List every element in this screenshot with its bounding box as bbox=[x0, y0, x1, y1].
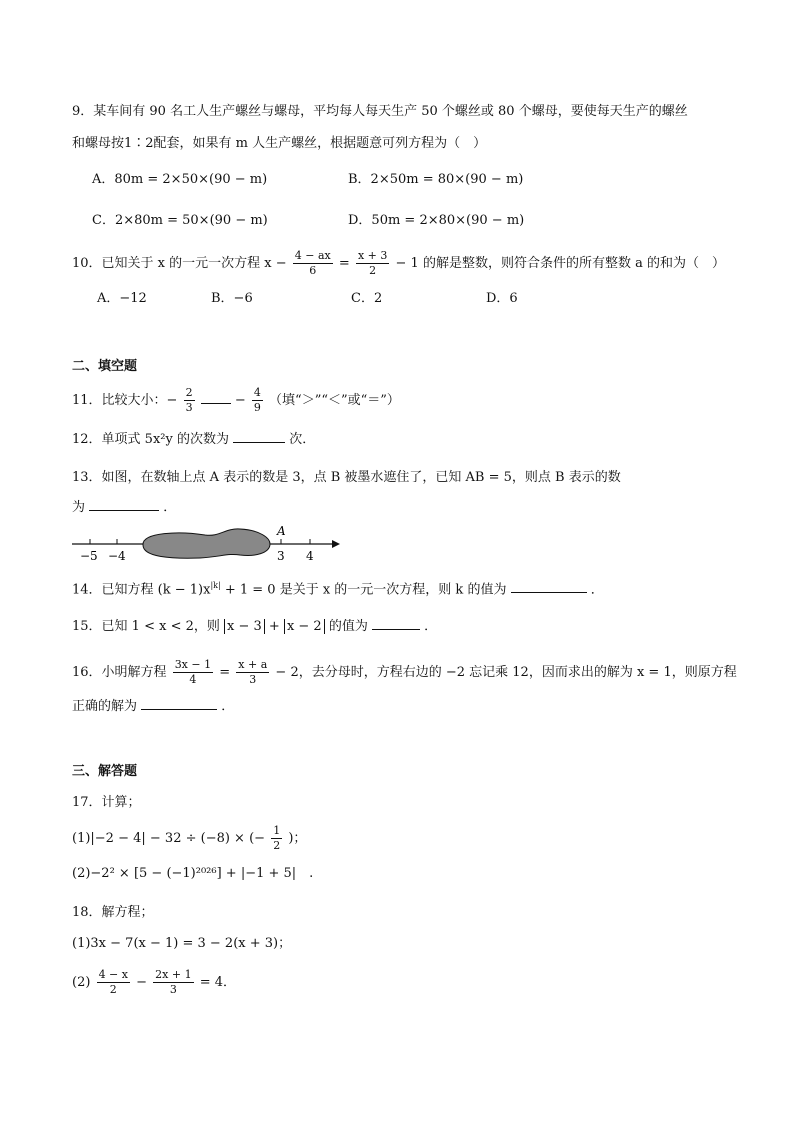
q16-fraction-1: $\frac{3x - 1}{4}$ bbox=[174, 658, 212, 686]
q13-line2-suffix: ． bbox=[163, 500, 177, 515]
tick-label-minus-5: −5 bbox=[80, 549, 98, 563]
q18-part-2-prefix: (2) bbox=[72, 975, 91, 990]
q16-prefix: 16．小明解方程 bbox=[72, 665, 167, 680]
q14-stem bbox=[72, 576, 604, 600]
q10-option-a: A．−12 bbox=[97, 291, 147, 306]
q16-stem-line1 bbox=[72, 658, 737, 687]
q14-middle: + 1 = 0 是关于 x 的一元一次方程，则 k 的值为 bbox=[220, 582, 507, 598]
q16-equals: = bbox=[219, 665, 231, 680]
q15-plus: + bbox=[264, 619, 284, 634]
q18-title: 18．解方程； bbox=[72, 905, 154, 920]
q16-fraction-2: $\frac{x + a}{3}$ bbox=[238, 658, 268, 686]
q9-option-c: C．2×80m = 50×(90 − m) bbox=[92, 213, 268, 228]
section-heading-fill-in: 二、填空题 bbox=[72, 359, 138, 374]
q14-answer-blank[interactable] bbox=[511, 580, 587, 593]
q10-fraction-1: $\frac{4 - ax}{6}$ bbox=[294, 249, 331, 277]
q11-suffix: （填“＞”“＜”或“＝”） bbox=[269, 393, 400, 408]
q18-part-2-suffix: = 4． bbox=[199, 975, 237, 990]
q17-part-1-prefix: (1)|−2 − 4| − 32 ÷ (−8) × (− bbox=[72, 831, 266, 846]
number-line-arrow bbox=[332, 540, 340, 548]
q18-part-2-fraction-1: $\frac{4 - x}{2}$ bbox=[98, 968, 128, 996]
q18-part-2 bbox=[72, 968, 236, 997]
q9-option-b: B．2×50m = 80×(90 − m) bbox=[348, 172, 524, 187]
number-line-figure bbox=[70, 520, 350, 570]
q10-suffix: − 1 的解是整数，则符合条件的所有整数 a 的和为（ ） bbox=[395, 256, 725, 271]
q10-stem bbox=[72, 249, 725, 278]
q13-stem-line2 bbox=[72, 498, 176, 518]
q14-prefix: 14．已知方程 (k − 1)x bbox=[72, 582, 211, 598]
q18-part-1: (1)3x − 7(x − 1) = 3 − 2(x + 3)； bbox=[72, 936, 292, 951]
q17-part-1 bbox=[72, 824, 306, 853]
q16-answer-blank[interactable] bbox=[141, 697, 217, 710]
q15-abs-2: x − 2 bbox=[284, 619, 325, 634]
q13-answer-blank[interactable] bbox=[89, 498, 159, 511]
q10-option-b: B．−6 bbox=[211, 291, 253, 306]
q9-option-a: A．80m = 2×50×(90 − m) bbox=[92, 172, 268, 187]
q15-middle: 的值为 bbox=[324, 619, 368, 634]
q11-prefix: 11．比较大小：− bbox=[72, 393, 178, 408]
q11-fraction-1: $\frac{2}{3}$ bbox=[185, 386, 193, 414]
q13-line2-prefix: 为 bbox=[72, 500, 86, 515]
section-heading-solve: 三、解答题 bbox=[72, 764, 138, 779]
q16-suffix: − 2，去分母时，方程右边的 −2 忘记乘 12，因而求出的解为 x = 1，则原方程 bbox=[275, 665, 737, 680]
tick-label-4: 4 bbox=[306, 549, 314, 563]
q17-part-1-fraction: $\frac{1}{2}$ bbox=[273, 824, 281, 852]
q10-equals: = bbox=[338, 256, 350, 271]
q10-option-d: D．6 bbox=[486, 291, 518, 306]
q18-part-2-minus: − bbox=[136, 975, 148, 990]
q14-exponent: |k| bbox=[210, 581, 221, 590]
q12-prefix: 12．单项式 5x²y 的次数为 bbox=[72, 432, 229, 447]
q17-title: 17．计算； bbox=[72, 795, 141, 810]
q16-line2-suffix: ． bbox=[221, 699, 235, 714]
q9-stem-line2: 和螺母按1∶2配套，如果有 m 人生产螺丝，根据题意可列方程为（ ） bbox=[72, 136, 487, 151]
q15-answer-blank[interactable] bbox=[372, 617, 420, 630]
q12-suffix: 次． bbox=[289, 432, 316, 447]
q11-fraction-2: $\frac{4}{9}$ bbox=[253, 386, 261, 414]
ink-blot bbox=[143, 529, 270, 558]
q15-suffix: ． bbox=[424, 619, 438, 634]
q15-abs-1: x − 3 bbox=[224, 619, 265, 634]
q9-option-d: D．50m = 2×80×(90 − m) bbox=[348, 213, 525, 228]
q16-stem-line2 bbox=[72, 697, 234, 717]
q14-suffix: ． bbox=[590, 582, 604, 598]
tick-label-3: 3 bbox=[277, 549, 285, 563]
q12-answer-blank[interactable] bbox=[233, 430, 285, 443]
q15-stem bbox=[72, 617, 437, 637]
q16-line2-prefix: 正确的解为 bbox=[72, 699, 138, 714]
q12-stem bbox=[72, 430, 315, 450]
q9-stem-line1: 9．某车间有 90 名工人生产螺丝与螺母，平均每人每天生产 50 个螺丝或 80 个螺母，要使每天生产的螺丝 bbox=[72, 104, 688, 119]
q10-fraction-2: $\frac{x + 3}{2}$ bbox=[357, 249, 388, 277]
q10-option-c: C．2 bbox=[351, 291, 383, 306]
q11-answer-blank[interactable] bbox=[201, 391, 231, 404]
q17-part-2: (2)−2² × [5 − (−1)²⁰²⁶] + |−1 + 5| . bbox=[72, 866, 314, 881]
q18-part-2-fraction-2: $\frac{2x + 1}{3}$ bbox=[155, 968, 192, 996]
q10-prefix: 10．已知关于 x 的一元一次方程 x − bbox=[72, 256, 287, 271]
q13-stem-line1: 13．如图，在数轴上点 A 表示的数是 3，点 B 被墨水遮住了，已知 AB = 5，则点 B 表示的数 bbox=[72, 470, 621, 485]
q11-stem bbox=[72, 386, 400, 415]
q17-part-1-suffix: )； bbox=[288, 831, 307, 846]
tick-label-minus-4: −4 bbox=[108, 549, 126, 563]
point-label-a: A bbox=[277, 524, 286, 538]
q11-minus: − bbox=[234, 393, 246, 408]
q15-prefix: 15．已知 1 < x < 2，则 bbox=[72, 619, 224, 634]
